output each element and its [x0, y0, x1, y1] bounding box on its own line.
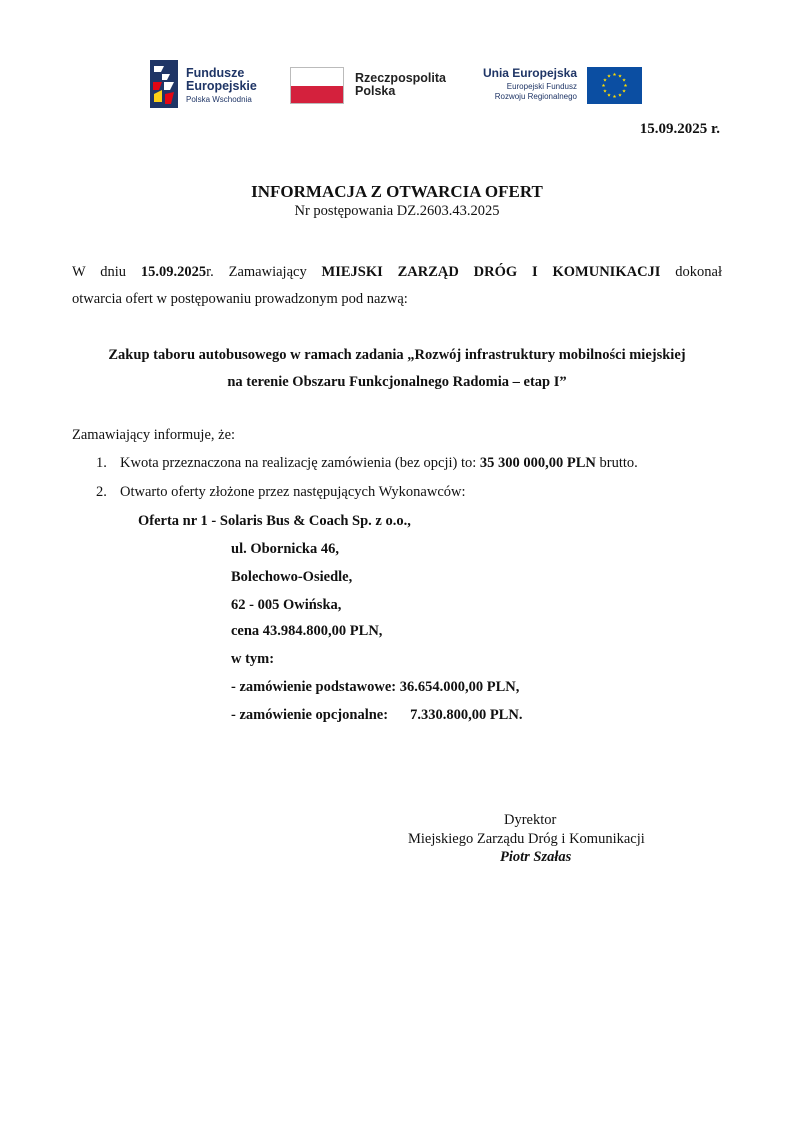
offer-including: w tym:: [231, 651, 275, 667]
rp-text-line1: Rzeczpospolita: [355, 71, 446, 85]
signature-name: Piotr Szałas: [500, 849, 572, 865]
rp-text-line2: Polska: [355, 84, 396, 98]
offer-address-street: ul. Obornicka 46,: [231, 541, 339, 557]
fe-title-line2: Europejskie: [186, 79, 257, 93]
signature-role: Dyrektor: [504, 812, 557, 828]
offer-price: cena 43.984.800,00 PLN,: [231, 623, 383, 639]
list-item-offers: 2. Otwarto oferty złożone przez następujących Wykonawców:: [96, 484, 466, 500]
fundusze-europejskie-logo: [150, 60, 178, 108]
document-date: 15.09.2025 r.: [639, 121, 720, 137]
eu-flag-icon: [587, 67, 642, 104]
offer-optional-value: 7.330.800,00 PLN.: [410, 707, 523, 723]
intro-line-2: otwarcia ofert w postępowaniu prowadzonym pod nazwą:: [72, 291, 408, 307]
intro-line-1: W dniu 15.09.2025r. Zamawiający MIEJSKI ZARZĄD DRÓG I KOMUNIKACJI dokonał: [72, 264, 722, 280]
offer-title: Oferta nr 1 - Solaris Bus & Coach Sp. z o.o.,: [138, 513, 411, 529]
list-item-budget: 1. Kwota przeznaczona na realizację zamówienia (bez opcji) to: 35 300 000,00 PLN brutto.: [96, 455, 638, 471]
case-number: Nr postępowania DZ.2603.43.2025: [294, 203, 500, 219]
procurement-title: [60, 342, 734, 396]
opening-date: 15.09.2025: [140, 264, 207, 280]
ue-title: Unia Europejska: [482, 66, 577, 80]
polish-flag-icon: [290, 67, 344, 104]
budget-amount: 35 300 000,00 PLN: [479, 455, 596, 471]
offer-address-postal: 62 - 005 Owińska,: [231, 597, 342, 613]
fe-subtitle: Polska Wschodnia: [186, 95, 252, 104]
procurement-title-line1: Zakup taboru autobusowego w ramach zadania „Rozwój infrastruktury mobilności miejskiej: [108, 347, 686, 363]
signature-organization: Miejskiego Zarządu Dróg i Komunikacji: [408, 831, 645, 847]
fe-emblem-icon: [150, 60, 178, 108]
logo-bar: [0, 0, 794, 120]
page-title: INFORMACJA Z OTWARCIA OFERT: [251, 182, 543, 201]
fe-title-line1: Fundusze: [186, 66, 245, 80]
offer-optional-order: - zamówienie opcjonalne: 7.330.800,00 PLN.: [231, 707, 523, 723]
offer-basic-order: - zamówienie podstawowe: 36.654.000,00 PLN,: [231, 679, 520, 695]
procurement-title-line2: na terenie Obszaru Funkcjonalnego Radomia – etap I”: [227, 374, 567, 390]
organization-name: MIEJSKI ZARZĄD DRÓG I KOMUNIKACJI: [321, 264, 661, 280]
offer-address-city: Bolechowo-Osiedle,: [231, 569, 353, 585]
ue-subtitle-line1: Europejski Fundusz: [506, 82, 577, 91]
info-intro: Zamawiający informuje, że:: [72, 427, 236, 443]
ue-subtitle-line2: Rozwoju Regionalnego: [494, 92, 577, 101]
